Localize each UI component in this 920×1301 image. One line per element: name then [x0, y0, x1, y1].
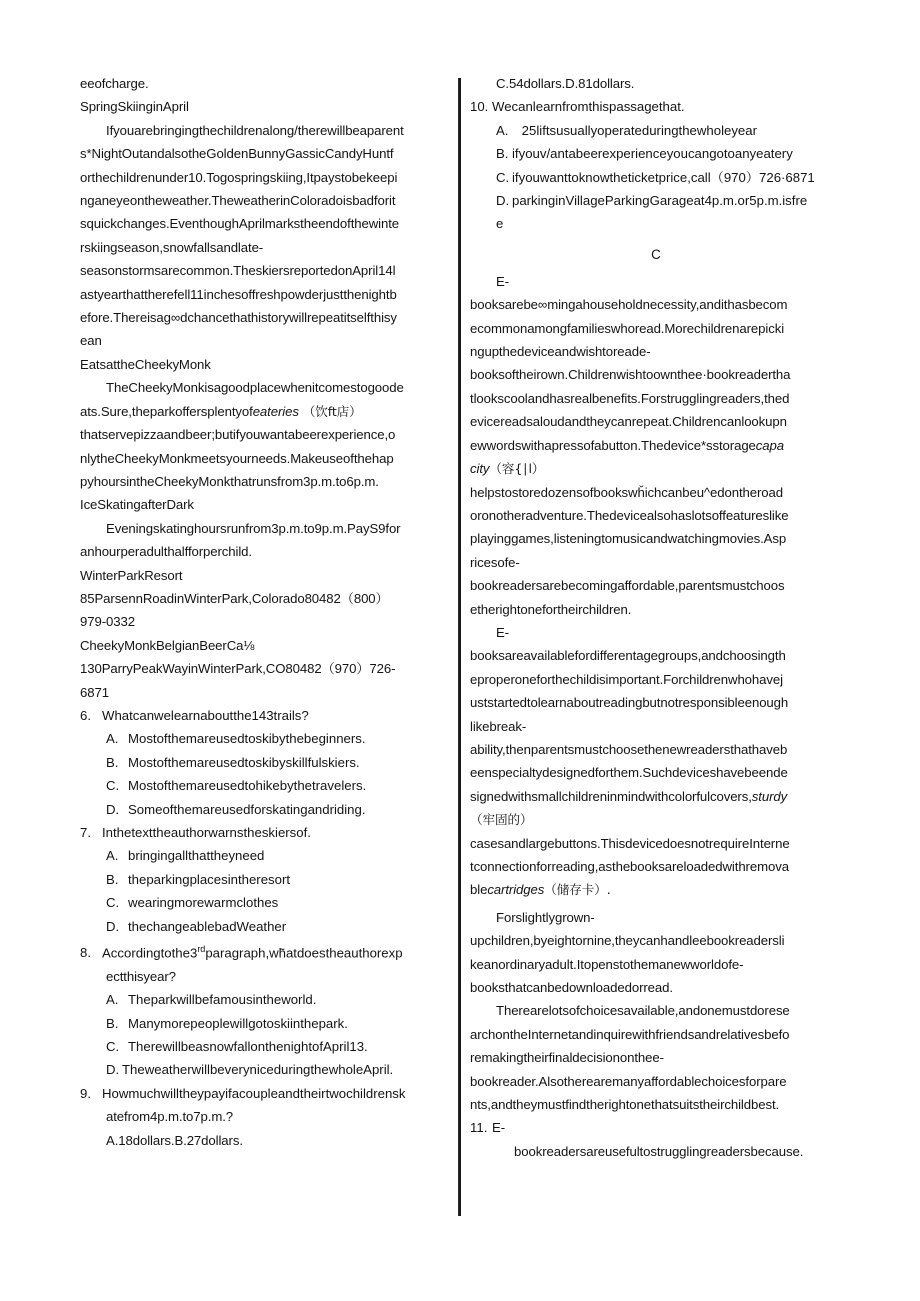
text-line: booksoftheirown.Childrenwishtoownthee·bookreadertha — [470, 367, 791, 383]
text-line: upchildren,byeightornine,theycanhandleebookreadersli — [470, 933, 785, 949]
text-line — [470, 434, 842, 457]
question-text: Inthetexttheauthorwarnstheskiersof. — [102, 825, 311, 840]
text-line: uststartedtolearnaboutreadingbutnotresponsibleenough — [470, 695, 789, 711]
text-line: keanordinaryadult.Itopenstothemanewworldofe- — [470, 956, 744, 972]
text-line: eenspecialtydesignedforthem.Suchdeviceshavebeende — [470, 765, 788, 781]
text-line: bookreader.Alsotherearemanyaffordablechoicesforpare — [470, 1073, 787, 1089]
question-number: 11. — [470, 1120, 488, 1136]
text-line: playinggames,listeningtomusicandwatchingmovies.Asp — [470, 531, 787, 547]
text-run: signedwithsmallchildreninmindwithcolorfulcovers, — [470, 788, 752, 804]
question-line — [80, 1082, 448, 1105]
text-line: remakingtheirfinaldecisiononthee- — [470, 1050, 664, 1066]
option-text: theparkingplacesintheresort — [128, 871, 291, 887]
question-line — [80, 938, 448, 965]
option-letter: B. — [106, 754, 119, 770]
ordinal-superscript: rd — [197, 944, 206, 955]
question-text: Wecanlearnfromthispassagethat. — [492, 99, 685, 115]
text-line — [470, 878, 842, 901]
text-line: （牢固的） — [470, 812, 533, 828]
text-line: tlookscoolandhasrealbenefits.Forstrugglingreaders,thed — [470, 390, 790, 406]
italic-term: capa — [755, 437, 784, 453]
text-line: ricesofe- — [470, 554, 520, 570]
text-line: astyearthattherefell11inchesoffreshpowderjustthenightb — [80, 286, 397, 302]
text-line — [470, 785, 842, 808]
option-letter: D. — [106, 918, 120, 934]
answer-option[interactable] — [80, 868, 448, 891]
chinese-gloss: （饮ft店） — [298, 403, 362, 419]
text-line: seasonstormsarecommon.TheskiersreportedonApril14l — [80, 263, 396, 279]
text-line: 85ParsennRoadinWinterPark,Colorado80482（800） — [80, 590, 389, 606]
answer-option[interactable] — [80, 751, 448, 774]
option-text: Mostofthemareusedtohikebythetravelers. — [128, 778, 367, 794]
option-letter: C. — [106, 778, 120, 794]
option-text: Theparkwillbefamousintheworld. — [128, 992, 317, 1008]
question-line — [470, 95, 842, 118]
question-number: 9. — [80, 1085, 91, 1101]
answer-option[interactable] — [80, 1012, 448, 1035]
text-line: eeofcharge. — [80, 76, 149, 91]
text-line: orthechildrenunder10.Togospringskiing,Itpaystobekeepi — [80, 169, 398, 185]
question-number: 6. — [80, 707, 91, 723]
text-line: booksthatcanbedownloadedorread. — [470, 980, 673, 996]
text-line: ecommonamongfamilieswhoread.Morechildrenarepicki — [470, 320, 785, 336]
text-line: bookreadersarebecomingaffordable,parentsmustchoos — [470, 578, 785, 594]
option-text: wearingmorewarmclothes — [128, 895, 279, 911]
option-letter: A. — [496, 122, 509, 138]
answer-option[interactable] — [80, 844, 448, 867]
text-line: ean — [80, 333, 102, 349]
text-line: nganeyeontheweather.TheweatherinColoradoisbadforit — [80, 193, 396, 209]
text-line: booksareavailablefordifferentagegroups,andchoosingth — [470, 648, 786, 664]
answer-option[interactable] — [470, 142, 842, 165]
text-line: nlytheCheekyMonkmeetsyourneeds.Makeuseofthehap — [80, 450, 394, 466]
text-run: ble — [470, 882, 488, 898]
text-line: rskiingseason,snowfallsandlate- — [80, 239, 264, 255]
question-text-cont: paragraph,wh̃atdoestheauthorexp — [205, 945, 403, 961]
text-line: squickchanges.EventhoughAprilmarkstheendofthewinte — [80, 216, 400, 232]
answer-option[interactable] — [80, 1058, 448, 1081]
text-line: pyhoursintheCheekyMonkthatrunsfrom3p.m.to6p.m. — [80, 473, 379, 489]
text-line: TheCheekyMonkisagoodplacewhenitcomestogoode — [106, 380, 404, 396]
question-text: Howmuchwilltheypayifacoupleandtheirtwochildrensk — [102, 1085, 406, 1101]
question-number: 7. — [80, 825, 91, 840]
option-letter: D. — [496, 193, 510, 209]
chinese-gloss: （容{∣l） — [489, 461, 545, 477]
answer-option[interactable] — [80, 798, 448, 821]
text-line: E- — [496, 273, 509, 289]
text-line: archontheInternetandinquirewithfriendsandrelativesbefo — [470, 1026, 790, 1042]
text-line: helpstostoredozensofbookswȟichcanbeu^edontheroad — [470, 484, 783, 500]
text-run: ewwordswithapressofabutton.Thedevice*sstorage — [470, 437, 756, 453]
left-column — [80, 72, 448, 1152]
text-line — [470, 457, 842, 480]
text-line: Eveningskatinghoursrunfrom3p.m.to9p.m.PayS9for — [106, 520, 401, 536]
text-line: tconnectionforreading,asthebooksareloadedwithremova — [470, 859, 789, 874]
text-line: 130ParryPeakWayinWinterPark,CO80482（970）726- — [80, 661, 396, 677]
italic-term: city — [470, 461, 490, 477]
right-column — [470, 72, 842, 1163]
answer-option[interactable] — [80, 1035, 448, 1058]
option-text: TheweatherwillbeveryniceduringthewholeApril. — [122, 1062, 394, 1078]
option-text: thechangeablebadWeather — [128, 918, 287, 934]
text-line: Therearelotsofchoicesavailable,andonemustdorese — [496, 1003, 790, 1019]
section-heading: C — [651, 246, 661, 262]
continuation-line: atefrom4p.m.to7p.m.? — [106, 1109, 234, 1125]
option-letter: B. — [106, 1015, 119, 1031]
text-line: ngupthedeviceandwishtoreade- — [470, 344, 651, 360]
option-text: parkinginVillageParkingGarageat4p.m.or5p.m.isfre — [512, 193, 808, 209]
question-line — [80, 821, 448, 844]
option-letter: A. — [106, 848, 119, 864]
answer-option[interactable] — [80, 915, 448, 938]
text-line: eproperoneforthechildisimportant.Forchildrenwhohavej — [470, 671, 783, 687]
option-letter: B. — [496, 146, 509, 162]
option-letter: C. — [106, 1039, 120, 1055]
answer-option[interactable] — [80, 891, 448, 914]
question-text: Accordingtothe3 — [102, 945, 198, 961]
text-line: likebreak- — [470, 718, 527, 734]
italic-term: eateries — [252, 403, 299, 419]
italic-term: sturdy — [751, 788, 788, 804]
text-line: thatservepizzaandbeer;butifyouwantabeerexperience,o — [80, 427, 396, 443]
question-number: 8. — [80, 945, 91, 961]
option-text: Someofthemareusedforskatingandriding. — [128, 801, 366, 817]
chinese-gloss: （储存卡）. — [544, 882, 611, 898]
text-line — [80, 400, 448, 423]
text-line: casesandlargebuttons.ThisdevicedoesnotrequireInterne — [470, 835, 790, 851]
text-line: booksarebe∞mingahouseholdnecessity,andithasbecom — [470, 297, 788, 313]
text-run: ats.Sure,theparkoffersplentyof — [80, 403, 253, 419]
text-line: IceSkatingafterDark — [80, 497, 194, 513]
option-text: Mostofthemareusedtoskibythebeginners. — [128, 731, 366, 747]
text-line: efore.Thereisag∞dchancethathistorywillrepeatitselfthisy — [80, 310, 397, 326]
text-line: anhourperadulthalfforperchild. — [80, 544, 252, 560]
question-text: Whatcanwelearnaboutthe143trails? — [102, 707, 309, 723]
option-letter: A. — [106, 992, 119, 1008]
answer-option[interactable] — [470, 166, 842, 189]
text-line: s*NightOutandalsotheGoldenBunnyGassicCandyHuntf — [80, 146, 394, 162]
continuation-line: C.54dollars.D.81dollars. — [496, 76, 635, 91]
option-letter: D. — [106, 1062, 120, 1078]
option-letter: C. — [106, 895, 120, 911]
answer-option[interactable] — [470, 119, 842, 142]
continuation-line: A.18dollars.B.27dollars. — [106, 1132, 243, 1148]
option-text: Mostofthemareusedtoskibyskillfulskiers. — [128, 754, 360, 770]
option-text: ifyouv/antabeerexperienceyoucangotoanyeatery — [512, 146, 793, 162]
answer-option[interactable] — [80, 988, 448, 1011]
text-line: etherightonefortheirchildren. — [470, 601, 632, 617]
answer-option[interactable] — [470, 189, 842, 212]
option-letter: B. — [106, 871, 119, 887]
text-line: ability,thenparentsmustchoosethenewreadersthathaveb — [470, 741, 788, 757]
option-text: TherewillbeasnowfallonthenightofApril13. — [128, 1039, 368, 1055]
text-line: evicereadsaloudandtheycanrepeat.Childrencanlookupn — [470, 414, 787, 430]
text-line: Forslightlygrown- — [496, 909, 595, 925]
column-divider-rule — [458, 78, 461, 1216]
text-line: 979-0332 — [80, 614, 135, 630]
question-line — [470, 1116, 842, 1139]
answer-option[interactable] — [80, 774, 448, 797]
continuation-line: bookreadersareusefultostrugglingreadersbecause. — [514, 1143, 804, 1159]
option-text: ifyouwanttoknowtheticketprice,call（970）726·6871 — [512, 169, 815, 185]
option-text: Manymorepeoplewillgotoskiinthepark. — [128, 1015, 348, 1031]
answer-option[interactable] — [80, 727, 448, 750]
text-line: EatsattheCheekyMonk — [80, 356, 211, 372]
text-line: 6871 — [80, 684, 109, 700]
option-text: bringingallthattheyneed — [128, 848, 265, 864]
italic-term: cartridges — [487, 882, 545, 898]
option-letter: C. — [496, 169, 510, 185]
text-line: CheekyMonkBelgianBeerCa⅛ — [80, 637, 255, 653]
option-text: 25liftsusuallyoperateduringthewholeyear — [518, 122, 757, 138]
text-line: Ifyouarebringingthechildrenalong/therewillbeaparent — [106, 122, 404, 138]
continuation-line: e — [496, 216, 504, 232]
option-letter: A. — [106, 731, 119, 747]
question-number: 10. — [470, 99, 489, 115]
continuation-line: ectthisyear? — [106, 968, 176, 984]
text-line: SpringSkiinginApril — [80, 99, 189, 115]
text-line: nts,andtheymustfindtherightonethatsuitstheirchildbest. — [470, 1097, 780, 1113]
text-line: oronotheradventure.Thedevicealsohaslotsoffeatureslike — [470, 507, 789, 523]
text-line: E- — [496, 624, 509, 640]
text-line: WinterParkResort — [80, 567, 183, 583]
question-line — [80, 704, 448, 727]
option-letter: D. — [106, 801, 120, 817]
question-text: E- — [492, 1120, 506, 1136]
